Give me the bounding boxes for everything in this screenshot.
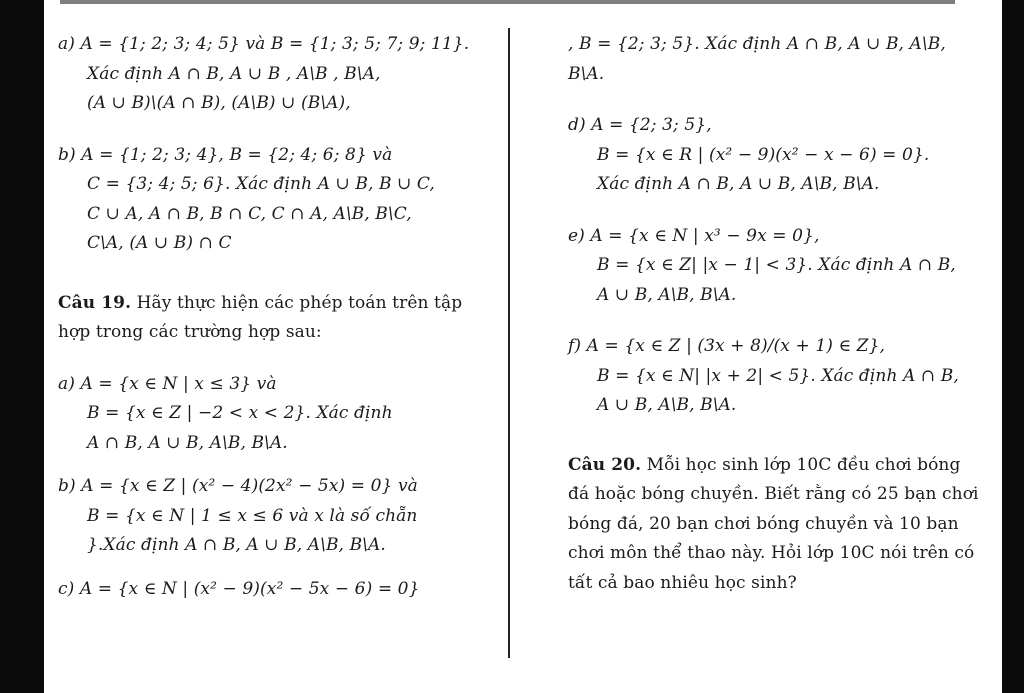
question-19-c-cont-line-1: , B = {2; 3; 5}. Xác định A ∩ B, A ∪ B, A\B, — [568, 34, 946, 54]
question-19-a — [58, 370, 498, 459]
left-column — [58, 30, 498, 604]
right-column — [568, 30, 979, 598]
question-19-f — [568, 332, 968, 421]
right-black-border — [1002, 0, 1024, 693]
question-19-c — [58, 575, 498, 605]
question-20-line-1: Mỗi học sinh lớp 10C đều chơi bóng — [646, 454, 961, 475]
question-19-d — [568, 111, 968, 200]
question-19-c-cont-line-2: B\A. — [568, 63, 605, 84]
exercise-a-line-3: (A ∪ B)\(A ∩ B), (A\B) ∪ (B\A), — [87, 93, 351, 113]
question-19-d-line-1: d) A = {2; 3; 5}, — [568, 115, 712, 135]
question-20-line-2: đá hoặc bóng chuyền. Biết rằng có 25 bạn chơi — [568, 484, 979, 504]
column-divider — [508, 28, 510, 658]
question-19-e-line-2: B = {x ∈ Z| |x − 1| < 3}. Xác định A ∩ B, — [597, 255, 956, 275]
question-20-title: Câu 20. — [568, 454, 642, 475]
question-19-e-line-1: e) A = {x ∈ N | x³ − 9x = 0}, — [568, 225, 820, 246]
question-19-b-line-3: }.Xác định A ∩ B, A ∪ B, A\B, B\A. — [87, 535, 386, 555]
exercise-a-line-1: a) A = {1; 2; 3; 4; 5} và B = {1; 3; 5; 7; 9; 11}. — [58, 34, 470, 54]
exercise-a — [58, 30, 498, 119]
question-19-b-line-2: B = {x ∈ N | 1 ≤ x ≤ 6 và x là số chẵn — [87, 505, 418, 526]
exercise-b-line-2: C = {3; 4; 5; 6}. Xác định A ∪ B, B ∪ C, — [87, 174, 435, 194]
question-19-f-line-2: B = {x ∈ N| |x + 2| < 5}. Xác định A ∩ B, — [597, 365, 959, 386]
question-19-line-2: hợp trong các trường hợp sau: — [58, 322, 322, 342]
question-19-a-line-2: B = {x ∈ Z | −2 < x < 2}. Xác định — [87, 403, 393, 423]
question-19-f-line-3: A ∪ B, A\B, B\A. — [597, 395, 737, 415]
exercise-b-line-1: b) A = {1; 2; 3; 4}, B = {2; 4; 6; 8} và — [58, 144, 393, 165]
question-19-d-line-3: Xác định A ∩ B, A ∪ B, A\B, B\A. — [597, 174, 880, 194]
question-19-b — [58, 472, 498, 561]
left-black-border — [0, 0, 44, 693]
question-20 — [568, 451, 979, 599]
question-19-b-line-1: b) A = {x ∈ Z | (x² − 4)(2x² − 5x) = 0} và — [58, 476, 418, 496]
question-19-e — [568, 222, 968, 311]
question-19-title: Câu 19. — [58, 292, 132, 313]
question-20-line-5: tất cả bao nhiêu học sinh? — [568, 572, 797, 593]
question-20-line-3: bóng đá, 20 bạn chơi bóng chuyền và 10 bạn — [568, 513, 959, 534]
top-rule — [60, 0, 955, 4]
exercise-b-line-4: C\A, (A ∪ B) ∩ C — [87, 233, 232, 253]
exercise-a-line-2: Xác định A ∩ B, A ∪ B , A\B , B\A, — [87, 63, 381, 84]
question-19-a-line-1: a) A = {x ∈ N | x ≤ 3} và — [58, 373, 277, 394]
exercise-b — [58, 141, 498, 259]
question-20-line-4: chơi môn thể thao này. Hỏi lớp 10C nói trên có — [568, 543, 975, 563]
exercise-b-line-3: C ∪ A, A ∩ B, B ∩ C, C ∩ A, A\B, B\C, — [87, 203, 412, 224]
question-19-line-1: Hãy thực hiện các phép toán trên tập — [136, 292, 463, 313]
question-19-a-line-3: A ∩ B, A ∪ B, A\B, B\A. — [87, 432, 288, 453]
question-19-c-line-1: c) A = {x ∈ N | (x² − 9)(x² − 5x − 6) = 0} — [58, 578, 420, 599]
question-19-c-continued — [568, 30, 968, 89]
question-19 — [58, 289, 498, 348]
question-19-e-line-3: A ∪ B, A\B, B\A. — [597, 284, 737, 305]
question-19-f-line-1: f) A = {x ∈ Z | (3x + 8)/(x + 1) ∈ Z}, — [568, 336, 886, 356]
question-19-d-line-2: B = {x ∈ R | (x² − 9)(x² − x − 6) = 0}. — [597, 144, 930, 165]
